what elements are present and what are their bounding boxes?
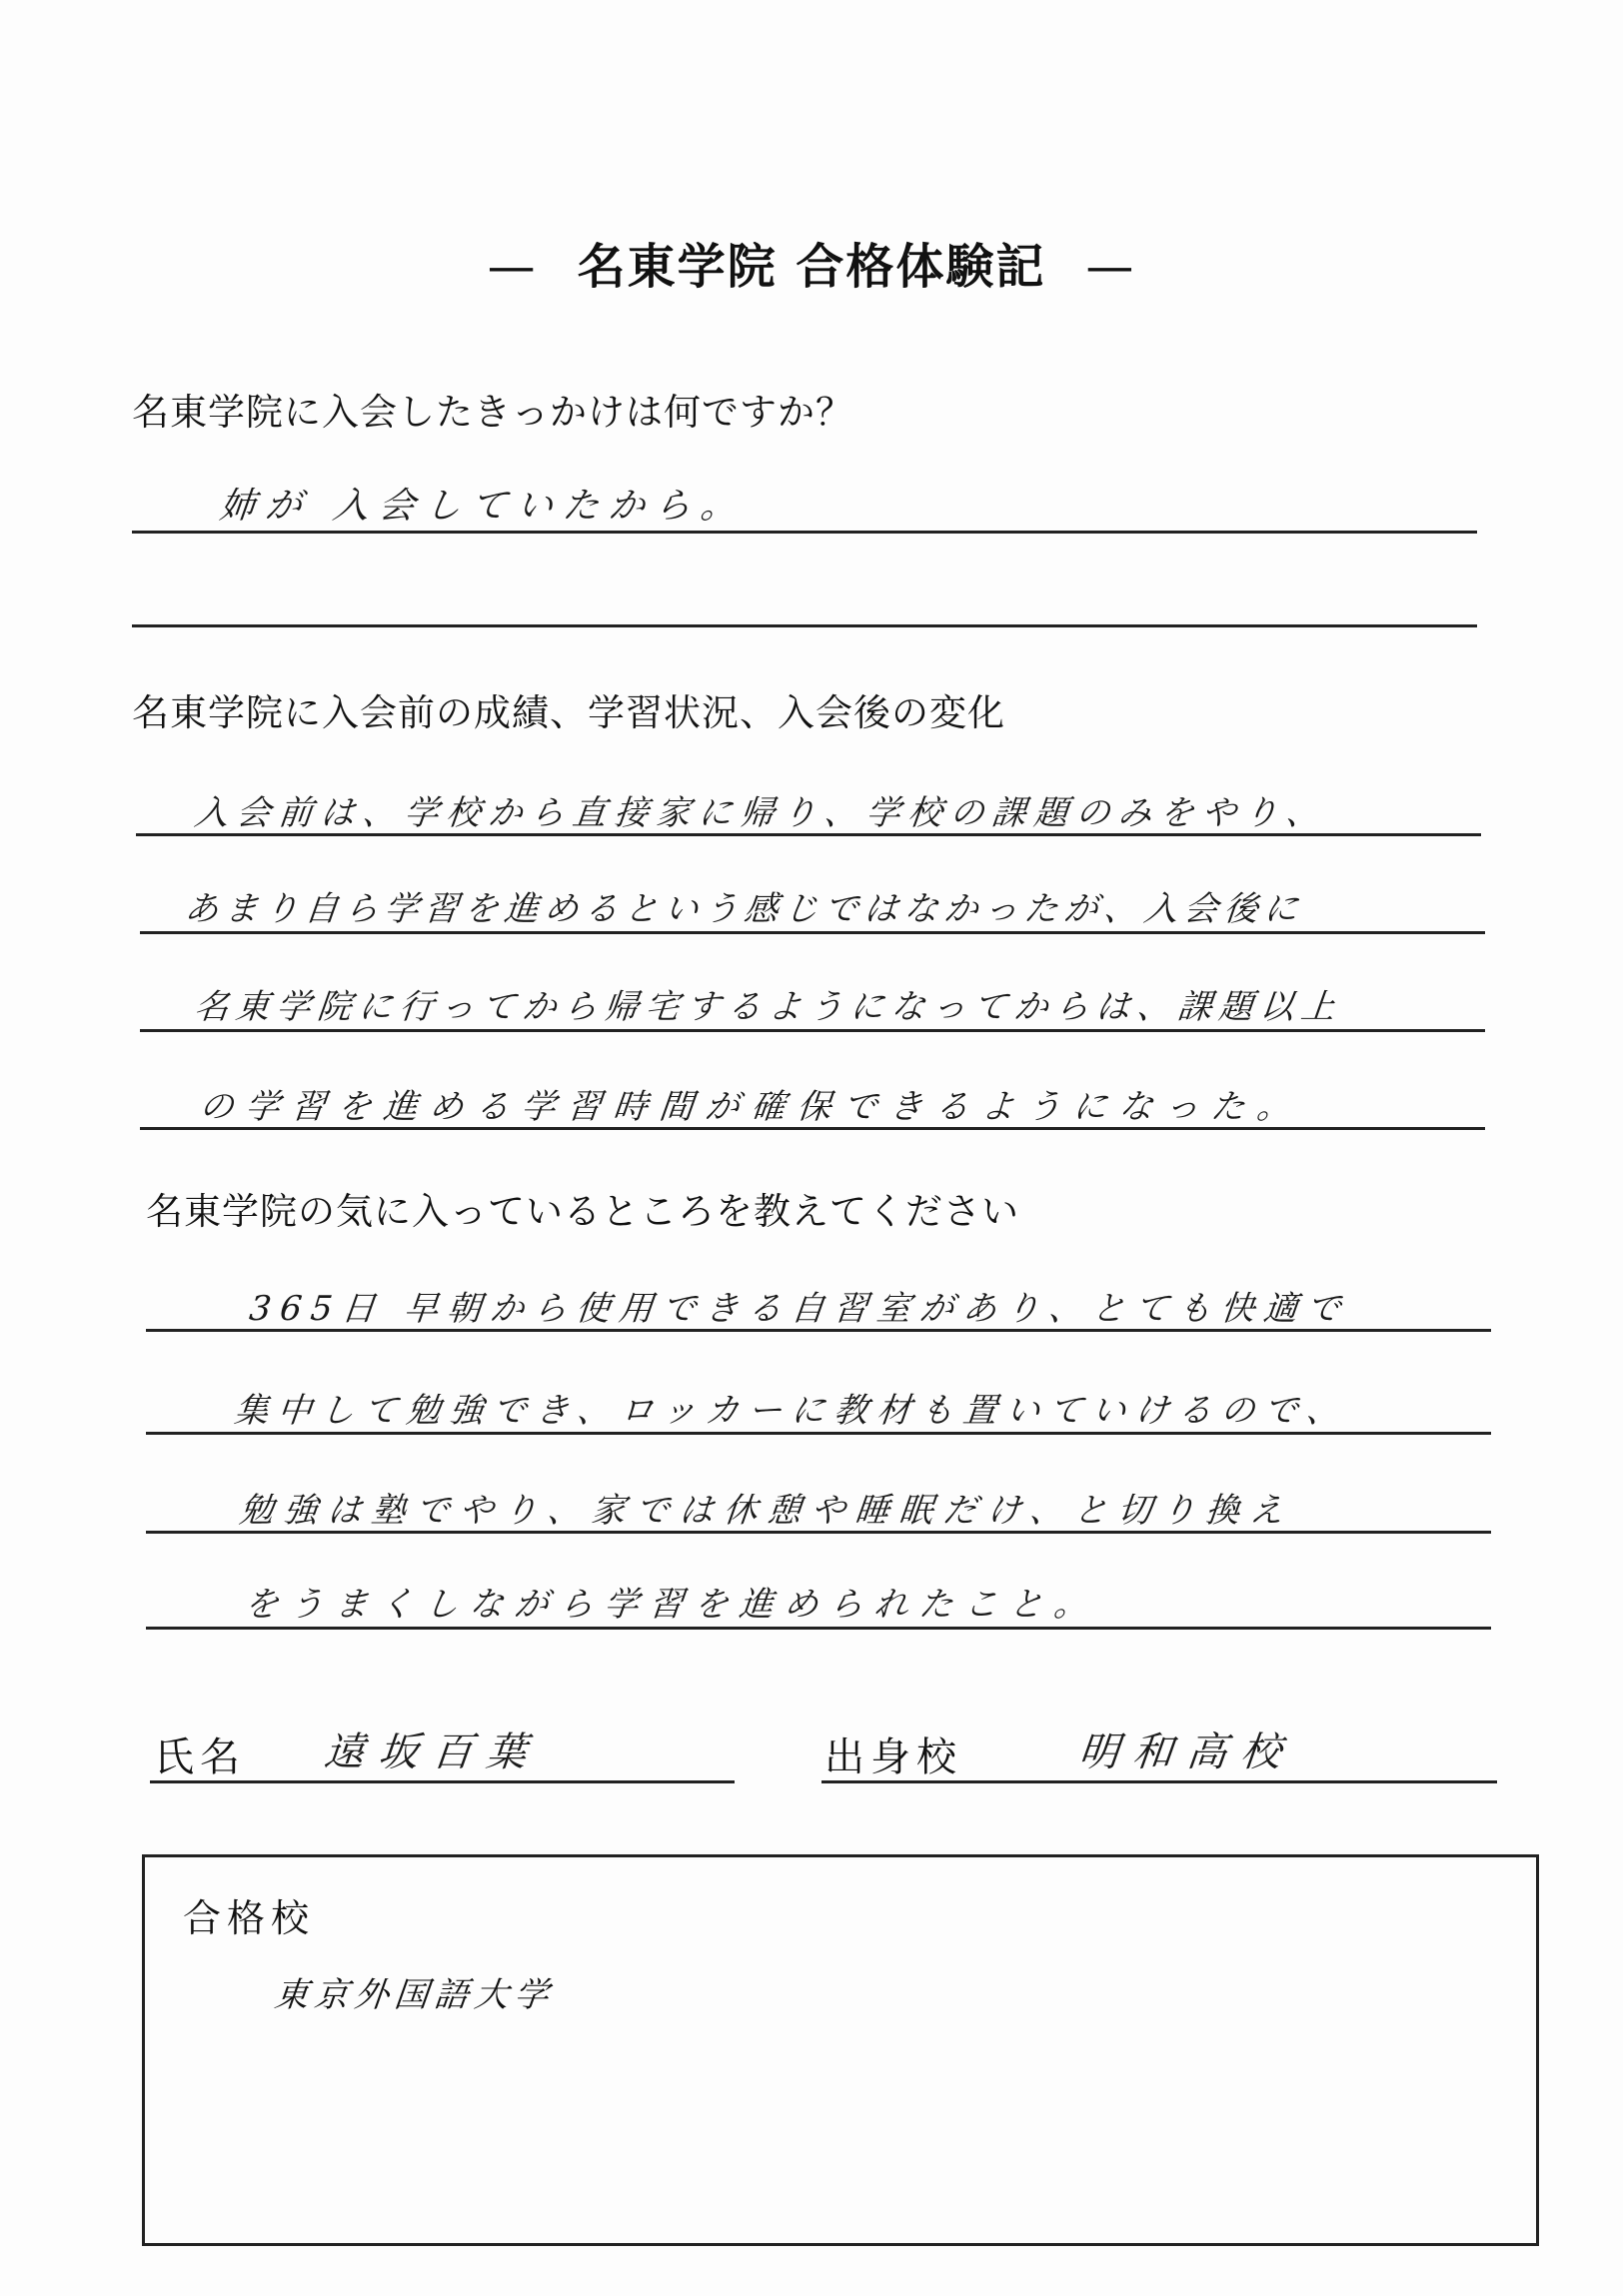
- answer-2-line-4: の学習を進める学習時間が確保できるようになった。: [197, 1087, 1305, 1127]
- passed-school-box: [142, 1854, 1539, 2246]
- answer-3-rule-1: [146, 1329, 1491, 1332]
- name-label: 氏名: [154, 1734, 246, 1780]
- school-value: 明和高校: [1076, 1729, 1298, 1775]
- answer-2-rule-1: [136, 833, 1481, 836]
- answer-3-line-4: をうまくしながら学習を進められたこと。: [242, 1585, 1101, 1625]
- school-rule: [821, 1780, 1497, 1783]
- answer-2-rule-4: [140, 1127, 1485, 1130]
- question-3-label: 名東学院の気に入っているところを教えてください: [146, 1190, 1019, 1233]
- name-rule: [150, 1780, 735, 1783]
- page-title: [0, 228, 1623, 297]
- school-label: 出身校: [824, 1734, 962, 1780]
- passed-school-label: 合格校: [183, 1896, 316, 1940]
- answer-1-rule-1: [132, 531, 1477, 534]
- title-dash-left: —: [487, 239, 538, 295]
- name-value: 遠坂百葉: [322, 1729, 544, 1775]
- answer-1-rule-2: [132, 624, 1477, 627]
- question-1-label: 名東学院に入会したきっかけは何ですか？: [132, 391, 853, 434]
- answer-2-rule-2: [140, 931, 1485, 934]
- answer-2-line-2: あまり自ら学習を進めるという感じではなかったが、入会後に: [182, 889, 1306, 929]
- answer-1-line-1: 姉が 入会していたから。: [217, 486, 750, 527]
- passed-school-value: 東京外国語大学: [272, 1975, 557, 2015]
- answer-3-rule-4: [146, 1627, 1491, 1630]
- answer-3-rule-2: [146, 1432, 1491, 1435]
- answer-3-rule-3: [146, 1531, 1491, 1534]
- title-text: 名東学院 合格体験記: [577, 239, 1046, 295]
- answer-3-line-2: 集中して勉強でき、ロッカーに教材も置いていけるので、: [232, 1391, 1352, 1431]
- title-dash-right: —: [1085, 239, 1136, 295]
- answer-3-line-1: 365日 早朝から使用できる自習室があり、とても快適で: [247, 1289, 1352, 1329]
- answer-3-line-3: 勉強は塾でやり、家では休憩や睡眠だけ、と切り換え: [237, 1491, 1296, 1531]
- answer-2-line-1: 入会前は、学校から直接家に帰り、学校の課題のみをやり、: [192, 793, 1330, 833]
- answer-2-line-3: 名東学院に行ってから帰宅するようになってからは、課題以上: [192, 987, 1344, 1027]
- question-2-label: 名東学院に入会前の成績、学習状況、入会後の変化: [132, 691, 1005, 734]
- answer-2-rule-3: [140, 1029, 1485, 1032]
